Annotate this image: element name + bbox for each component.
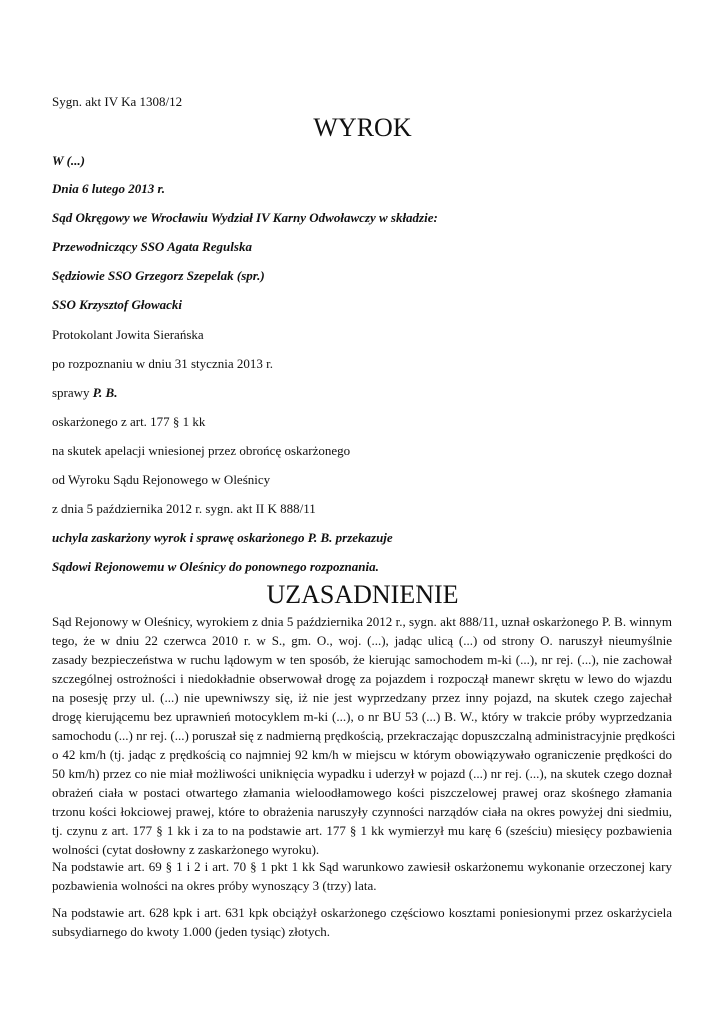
case-prefix: sprawy (52, 385, 93, 400)
lower-court-judgment: od Wyroku Sądu Rejonowego w Oleśnicy (52, 472, 271, 487)
appeal: na skutek apelacji wniesionej przez obrońcę oskarżonego (52, 443, 351, 458)
paragraph-line: na posesję przy ul. (...) nie upewniwszy się, iż nie jest wyprzedzany przez inny pojazd, na skutek czego zajechał (52, 690, 672, 705)
judge-second: SSO Krzysztof Głowacki (52, 297, 183, 312)
lower-court-judgment-date: z dnia 5 października 2012 r. sygn. akt II K 888/11 (52, 501, 316, 516)
paragraph-line: pozbawienia wolności na okres próby wynoszący 3 (trzy) lata. (52, 878, 377, 893)
defendant-name: P. B. (92, 385, 118, 400)
case-of (52, 385, 117, 401)
paragraph-line: samochodu (...) nr rej. (...) poruszał się z nadmierną prędkością, przekraczając dopuszczalną administracyjnie prędkości (52, 728, 676, 743)
paragraph-line: 50 km/h) przez co nie miał możliwości uniknięcia wypadku i uderzył w pojazd (...) nr rej. (...), na skutek czego doznał (52, 766, 672, 781)
court-composition: Sąd Okręgowy we Wrocławiu Wydział IV Karny Odwoławczy w składzie: (52, 210, 438, 225)
case-number: Sygn. akt IV Ka 1308/12 (52, 94, 183, 109)
paragraph-line: trzonu kości łokciowej prawej, które to obrażenia naruszyły czynności narządów ciała na okres powyżej dni siedmiu, (52, 804, 672, 819)
paragraph-line: szczególnej ostrożności i niedokładnie obserwował drogę za pojazdem i rozpoczął manewr skrętu w lewo do wjazdu (52, 671, 672, 686)
clerk: Protokolant Jowita Sierańska (52, 327, 204, 342)
ruling-line-1: uchyla zaskarżony wyrok i sprawę oskarżonego P. B. przekazuje (52, 530, 393, 545)
paragraph-line: drogę kierującemu bez uprawnień motocyklem m-ki (...), o nr BU 53 (...) B. W., który w trakcie próby wyprzedzania (52, 709, 672, 724)
paragraph-line: Na podstawie art. 628 kpk i art. 631 kpk obciążył oskarżonego częściowo kosztami poniesionymi przez oskarżyciela (52, 905, 672, 920)
charge: oskarżonego z art. 177 § 1 kk (52, 414, 206, 429)
paragraph-line: wolności (cytat dosłowny z zaskarżonego wyroku). (52, 842, 320, 857)
paragraph-line: Na podstawie art. 69 § 1 i 2 i art. 70 § 1 pkt 1 kk Sąd warunkowo zawiesił oskarżonemu wykonanie orzeczonej kary (52, 859, 672, 874)
paragraph-line: o 42 km/h (tj. jadąc z prędkością co najmniej 92 km/h w miejscu w którym obowiązywało ograniczenie prędkości do (52, 747, 672, 762)
presiding-judge: Przewodniczący SSO Agata Regulska (52, 239, 252, 254)
judges: Sędziowie SSO Grzegorz Szepelak (spr.) (52, 268, 265, 283)
date: Dnia 6 lutego 2013 r. (52, 181, 166, 196)
place: W (...) (52, 153, 85, 168)
paragraph-line: Sąd Rejonowy w Oleśnicy, wyrokiem z dnia 5 października 2012 r., sygn. akt 888/11, uznał oskarżonego P. B. winnym (52, 614, 672, 629)
ruling-line-2: Sądowi Rejonowemu w Oleśnicy do ponownego rozpoznania. (52, 559, 379, 574)
document-title: WYROK (313, 113, 412, 142)
hearing-date: po rozpoznaniu w dniu 31 stycznia 2013 r. (52, 356, 273, 371)
justification-paragraph-2 (52, 857, 672, 895)
paragraph-line: obrażeń ciała w postaci otwartego złamania wieloodłamowego kości piszczelowej prawej oraz skośnego złamania (52, 785, 672, 800)
paragraph-line: subsydiarnego do kwoty 1.000 (jeden tysiąc) złotych. (52, 924, 330, 939)
justification-paragraph-3 (52, 903, 672, 941)
justification-paragraph-1 (52, 612, 676, 859)
paragraph-line: tego, że w dniu 22 czerwca 2010 r. w S., gm. O., woj. (...), jadąc ulicą (...) od strony O. naruszył nieumyślnie (52, 633, 672, 648)
justification-title: UZASADNIENIE (266, 580, 459, 609)
paragraph-line: zasady bezpieczeństwa w ruchu lądowym w ten sposób, że kierując samochodem m-ki (...), nr rej. (...), nie zachował (52, 652, 672, 667)
paragraph-line: tj. czynu z art. 177 § 1 kk i za to na podstawie art. 177 § 1 kk wymierzył mu karę 6 (sześciu) miesięcy pozbawienia (52, 823, 672, 838)
